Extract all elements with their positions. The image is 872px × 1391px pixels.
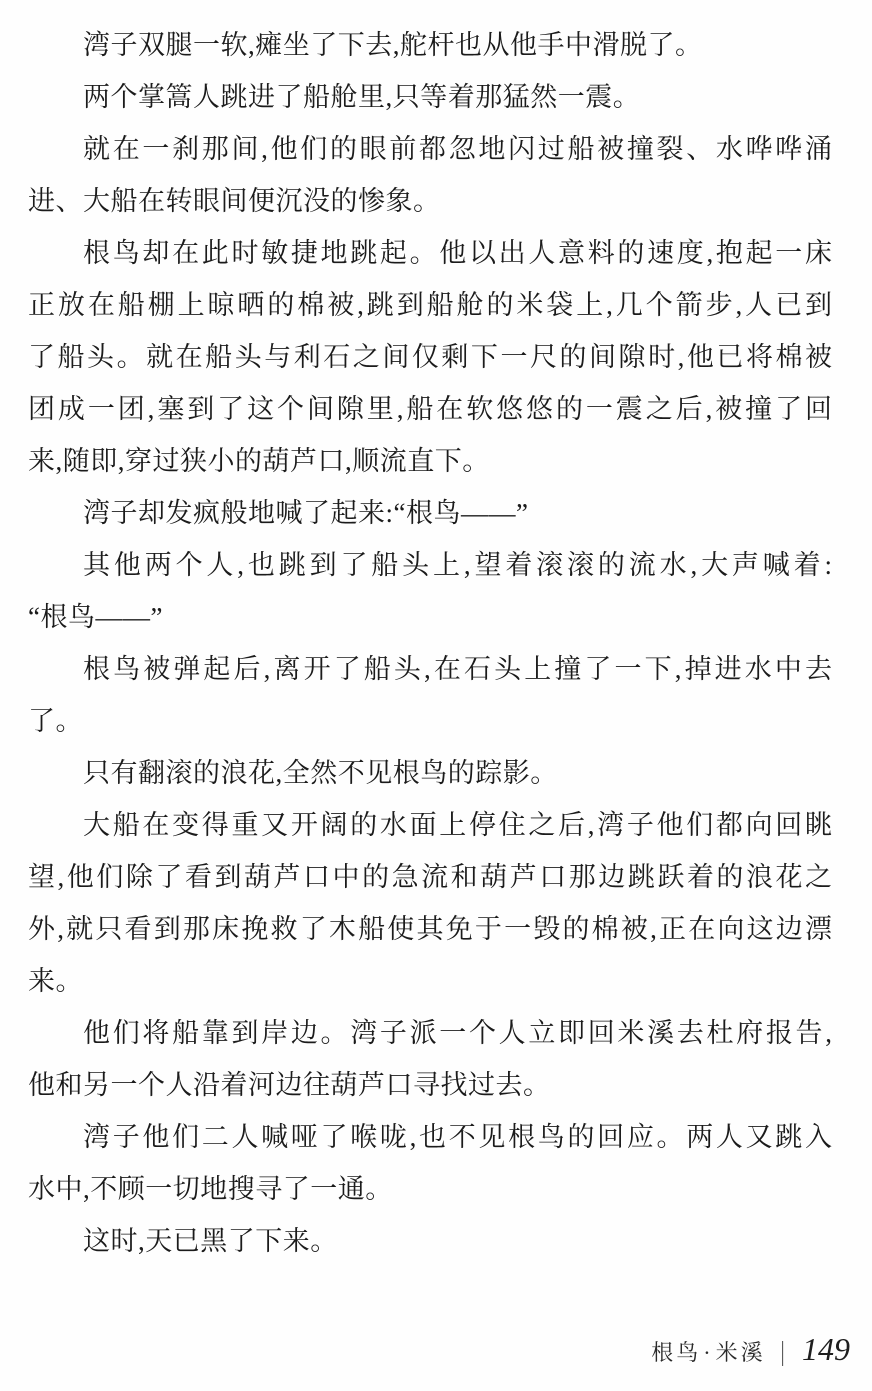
- title-dot-separator: ·: [703, 1340, 714, 1365]
- footer-separator: |: [780, 1336, 785, 1366]
- text-line: 进、大船在转眼间便沉没的惨象。: [28, 186, 441, 216]
- text-line: 外,就只看到那床挽救了木船使其免于一毁的棉被,正在向这边漂: [28, 914, 832, 944]
- paragraph: [28, 487, 832, 539]
- paragraph: [28, 643, 832, 747]
- page-number: 149: [802, 1331, 850, 1367]
- paragraph: [28, 19, 832, 71]
- text-line: 湾子他们二人喊哑了喉咙,也不见根鸟的回应。两人又跳入: [83, 1122, 832, 1152]
- paragraph: [28, 1007, 832, 1111]
- text-line: 这时,天已黑了下来。: [83, 1226, 338, 1256]
- text-line: 就在一刹那间,他们的眼前都忽地闪过船被撞裂、水哗哗涌: [83, 134, 832, 164]
- chapter-title: 米溪: [715, 1340, 766, 1365]
- text-line: 望,他们除了看到葫芦口中的急流和葫芦口那边跳跃着的浪花之: [28, 862, 832, 892]
- text-line: 水中,不顾一切地搜寻了一通。: [28, 1174, 393, 1204]
- paragraph: [28, 747, 832, 799]
- text-line: 了船头。就在船头与利石之间仅剩下一尺的间隙时,他已将棉被: [28, 342, 832, 372]
- text-line: 他们将船靠到岸边。湾子派一个人立即回米溪去杜府报告,: [83, 1018, 832, 1048]
- text-line: 根鸟却在此时敏捷地跳起。他以出人意料的速度,抱起一床: [83, 238, 832, 268]
- paragraph: [28, 227, 832, 487]
- paragraph: [28, 71, 832, 123]
- paragraph: [28, 1111, 832, 1215]
- text-line: “根鸟——”: [28, 602, 163, 632]
- text-line: 其他两个人,也跳到了船头上,望着滚滚的流水,大声喊着:: [83, 550, 832, 580]
- text-line: 只有翻滚的浪花,全然不见根鸟的踪影。: [83, 758, 558, 788]
- paragraph: [28, 123, 832, 227]
- text-line: 团成一团,塞到了这个间隙里,船在软悠悠的一震之后,被撞了回: [28, 394, 832, 424]
- text-line: 湾子双腿一软,瘫坐了下去,舵杆也从他手中滑脱了。: [83, 30, 703, 60]
- text-line: 根鸟被弹起后,离开了船头,在石头上撞了一下,掉进水中去: [83, 654, 832, 684]
- paragraph: [28, 1215, 832, 1267]
- paragraph: [28, 539, 832, 643]
- text-line: 正放在船棚上晾晒的棉被,跳到船舱的米袋上,几个箭步,人已到: [28, 290, 832, 320]
- text-line: 来,随即,穿过狭小的葫芦口,顺流直下。: [28, 446, 490, 476]
- text-line: 了。: [28, 706, 83, 736]
- text-line: 湾子却发疯般地喊了起来:“根鸟——”: [83, 498, 529, 528]
- text-body: [28, 19, 832, 1267]
- running-title: [651, 1336, 765, 1367]
- text-line: 来。: [28, 966, 83, 996]
- book-title: 根鸟: [651, 1340, 702, 1365]
- page-footer: [651, 1331, 850, 1368]
- paragraph: [28, 799, 832, 1007]
- text-line: 大船在变得重又开阔的水面上停住之后,湾子他们都向回眺: [83, 810, 832, 840]
- text-line: 两个掌篙人跳进了船舱里,只等着那猛然一震。: [83, 82, 641, 112]
- text-line: 他和另一个人沿着河边往葫芦口寻找过去。: [28, 1070, 551, 1100]
